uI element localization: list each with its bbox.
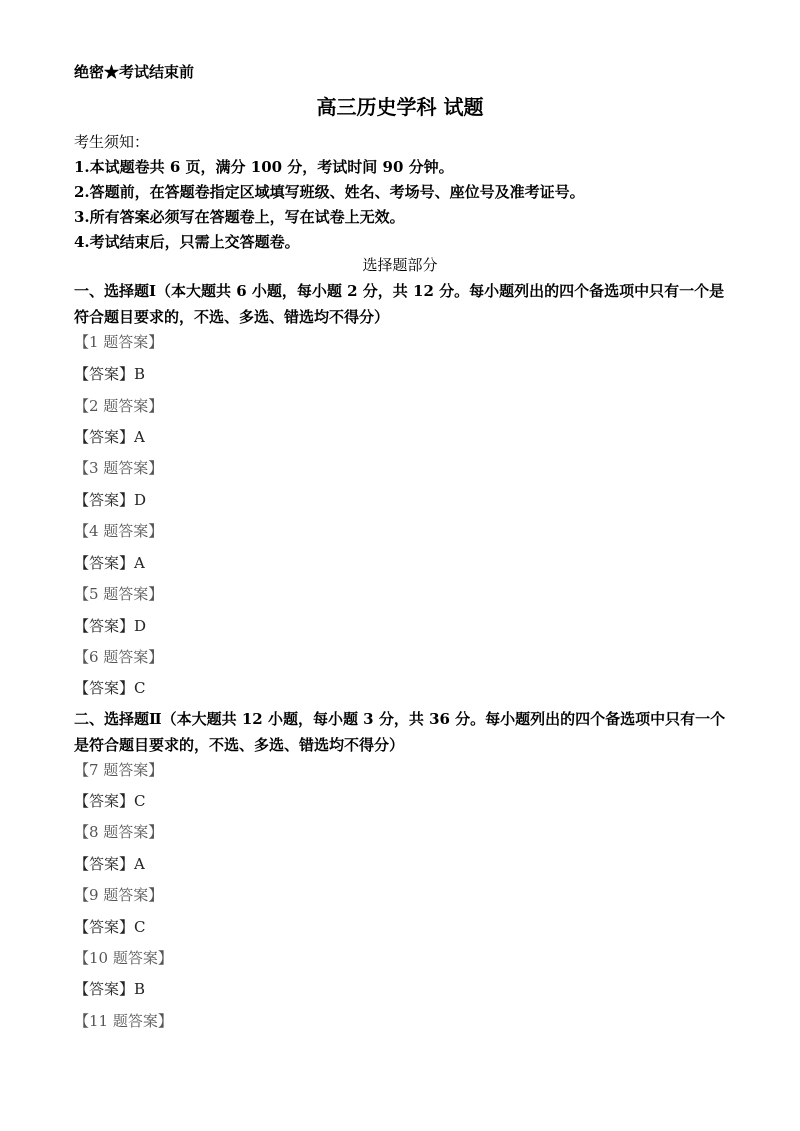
note-item: 4.考试结束后，只需上交答题卷。 <box>74 233 300 251</box>
answer-line: 【答案】A <box>74 428 145 446</box>
answer-line: 【答案】A <box>74 554 145 572</box>
note-item: 3.所有答案必须写在答题卷上，写在试卷上无效。 <box>74 208 405 226</box>
part-heading: 选择题部分 <box>362 256 438 274</box>
answer-line: 【答案】C <box>74 918 146 936</box>
question-tag: 【10 题答案】 <box>74 949 173 967</box>
question-tag: 【3 题答案】 <box>74 459 164 477</box>
question-tag: 【4 题答案】 <box>74 522 164 540</box>
section1-heading: 一、选择题Ⅰ（本大题共 6 小题，每小题 2 分，共 12 分。每小题列出的四个备选项中只有一个是符合题目要求的，不选、多选、错选均不得分） <box>74 282 725 326</box>
answer-line: 【答案】C <box>74 679 146 697</box>
answer-line: 【答案】C <box>74 792 146 810</box>
question-tag: 【8 题答案】 <box>74 823 164 841</box>
answer-line: 【答案】B <box>74 980 146 998</box>
question-tag: 【11 题答案】 <box>74 1012 173 1030</box>
answer-line: 【答案】D <box>74 491 147 509</box>
question-tag: 【5 题答案】 <box>74 585 164 603</box>
section2-heading: 二、选择题Ⅱ（本大题共 12 小题，每小题 3 分，共 36 分。每小题列出的四个备选项中只有一个是符合题目要求的，不选、多选、错选均不得分） <box>74 710 726 754</box>
notes-heading: 考生须知： <box>74 133 150 151</box>
question-tag: 【9 题答案】 <box>74 886 164 904</box>
page-title: 高三历史学科 试题 <box>316 95 484 119</box>
note-item: 2.答题前，在答题卷指定区域填写班级、姓名、考场号、座位号及准考证号。 <box>74 183 585 201</box>
note-item: 1.本试题卷共 6 页，满分 100 分，考试时间 90 分钟。 <box>74 158 454 176</box>
question-tag: 【6 题答案】 <box>74 648 164 666</box>
confidential-label: 绝密★考试结束前 <box>74 63 195 81</box>
question-tag: 【2 题答案】 <box>74 397 164 415</box>
answer-line: 【答案】D <box>74 617 147 635</box>
question-tag: 【1 题答案】 <box>74 333 164 351</box>
answer-line: 【答案】A <box>74 855 145 873</box>
question-tag: 【7 题答案】 <box>74 761 164 779</box>
answer-line: 【答案】B <box>74 365 146 383</box>
